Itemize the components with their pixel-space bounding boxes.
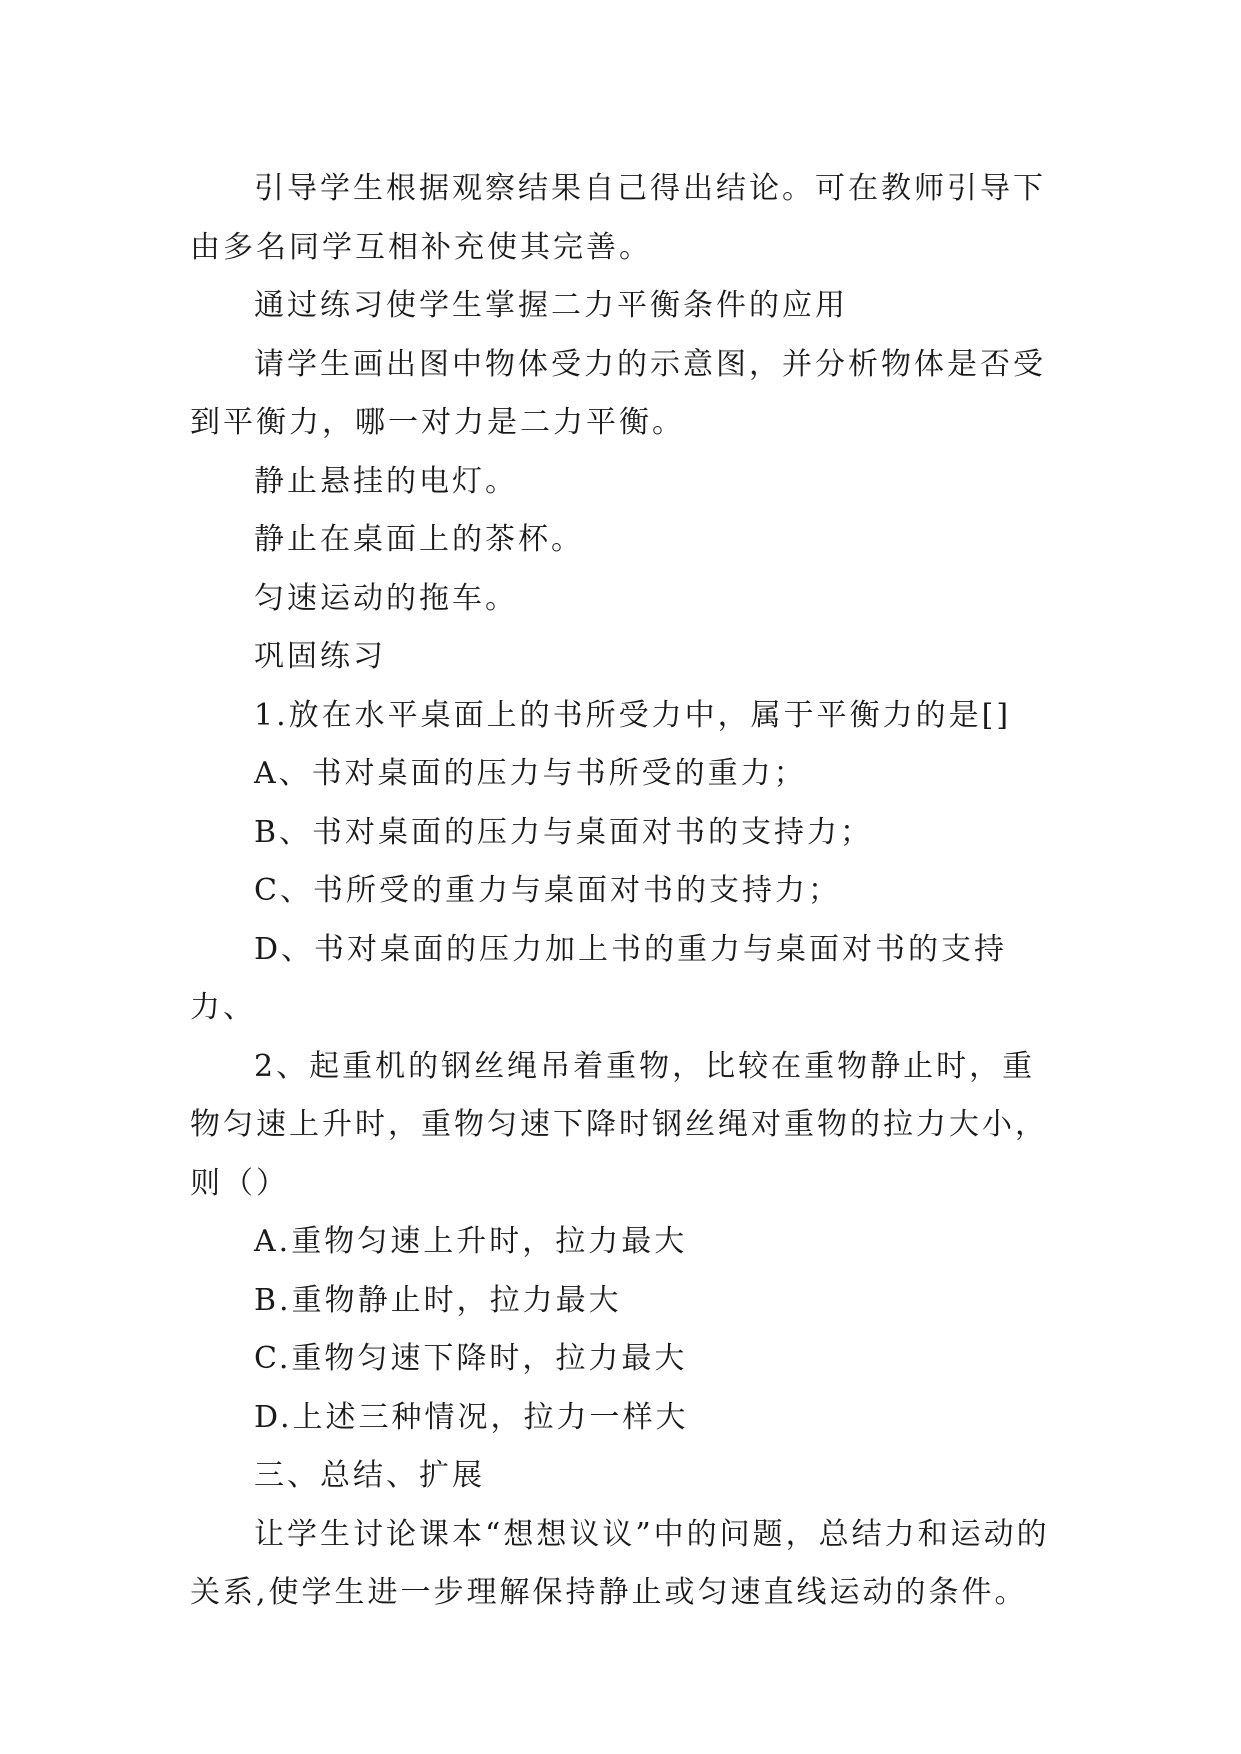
section-heading-exercises: 巩固练习 (254, 639, 386, 674)
paragraph-example-cup: 静止在桌面上的茶杯。 (254, 522, 584, 557)
question-2-option-a: A.重物匀速上升时，拉力最大 (254, 1224, 688, 1259)
question-2: 2、起重机的钢丝绳吊着重物，比较在重物静止时，重物匀速上升时，重物匀速下降时钢丝绳对重物的拉力大小，则（） (190, 1048, 1048, 1201)
question-1-option-a: A、书对桌面的压力与书所受的重力； (254, 756, 807, 791)
paragraph-example-lamp: 静止悬挂的电灯。 (254, 463, 518, 499)
question-1-option-b: B、书对桌面的压力与桌面对书的支持力； (254, 814, 874, 850)
question-1-option-d: D、书对桌面的压力加上书的重力与桌面对书的支持力、 (190, 931, 1008, 1025)
paragraph-example-trailer: 匀速运动的拖车。 (254, 580, 518, 616)
question-1-option-c: C、书所受的重力与桌面对书的支持力； (254, 873, 841, 908)
paragraph-conclusion: 引导学生根据观察结果自己得出结论。可在教师引导下由多名同学互相补充使其完善。 (190, 171, 1046, 265)
paragraph-summary: 让学生讨论课本“想想议议”中的问题，总结力和运动的关系,使学生进一步理解保持静止或匀速直线运动的条件。 (190, 1516, 1050, 1610)
paragraph-practice-intro: 通过练习使学生掌握二力平衡条件的应用 (254, 288, 848, 323)
question-2-option-d: D.上述三种情况，拉力一样大 (254, 1399, 689, 1435)
document-body (190, 160, 1060, 1623)
question-1: 1.放在水平桌面上的书所受力中，属于平衡力的是[] (254, 697, 1012, 733)
paragraph-draw-diagram: 请学生画出图中物体受力的示意图，并分析物体是否受到平衡力，哪一对力是二力平衡。 (190, 346, 1046, 440)
question-2-option-c: C.重物匀速下降时，拉力最大 (254, 1341, 688, 1376)
section-heading-summary: 三、总结、扩展 (254, 1458, 485, 1493)
question-2-option-b: B.重物静止时，拉力最大 (254, 1282, 622, 1318)
